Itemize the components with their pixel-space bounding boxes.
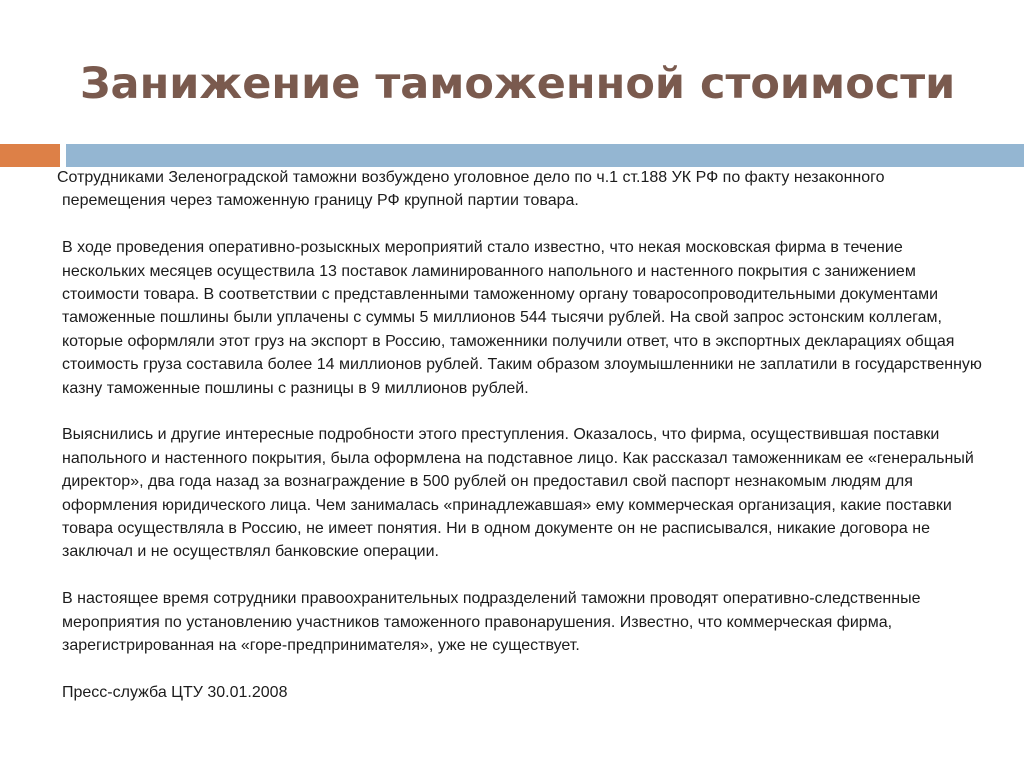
paragraph-investigation: В ходе проведения оперативно-розыскных мероприятий стало известно, что некая московская фирма в течение нескольких месяцев осуществила 13 поставок ламинированного напольного и настенного покрытия с занижением стоимости товара. В соответствии с представленными таможенному органу товаросопроводительными документами таможенные пошлины были уплачены с суммы 5 миллионов 544 тысячи рублей. На свой запрос эстонским коллегам, которые оформляли этот груз на экспорт в Россию, таможенники получили ответ, что в экспортных декларациях общая стоимость груза составила более 14 миллионов рублей. Таким образом злоумышленники не заплатили в государственную казну таможенные пошлины с разницы в 9 миллионов рублей.: [62, 239, 982, 397]
slide-body: [57, 166, 982, 704]
press-service-signature: Пресс-служба ЦТУ 30.01.2008: [62, 683, 288, 701]
paragraph-gap: [62, 564, 982, 587]
paragraph-current-status: В настоящее время сотрудники правоохранительных подразделений таможни проводят оперативно-следственные мероприятия по установлению участников таможенного правонарушения. Известно, что коммерческая фирма, зарегистрированная на «горе-предпринимателя», уже не существует.: [62, 590, 921, 655]
paragraph-gap: [62, 213, 982, 236]
accent-bar-orange: [0, 144, 60, 167]
slide-title: Занижение таможенной стоимости: [80, 59, 956, 109]
paragraph-case-opened: Сотрудниками Зеленоградской таможни возбуждено уголовное дело по ч.1 ст.188 УК РФ по факту незаконного перемещения через таможенную границу РФ крупной партии товара.: [57, 169, 885, 210]
paragraph-details: Выяснились и другие интересные подробности этого преступления. Оказалось, что фирма, осуществившая поставки напольного и настенного покрытия, была оформлена на подставное лицо. Как рассказал таможенникам ее «генеральный директор», два года назад за вознаграждение в 500 рублей он предоставил свой паспорт незнакомым людям для оформления юридического лица. Чем занималась «принадлежавшая» ему коммерческая организация, какие поставки товара осуществляла в Россию, не имеет понятия. Ни в одном документе он не расписывался, никакие договора не заключал и не осуществлял банковские операции.: [62, 426, 974, 561]
paragraph-gap: [62, 657, 982, 680]
paragraph-gap: [62, 400, 982, 423]
accent-bar-blue: [66, 144, 1024, 167]
